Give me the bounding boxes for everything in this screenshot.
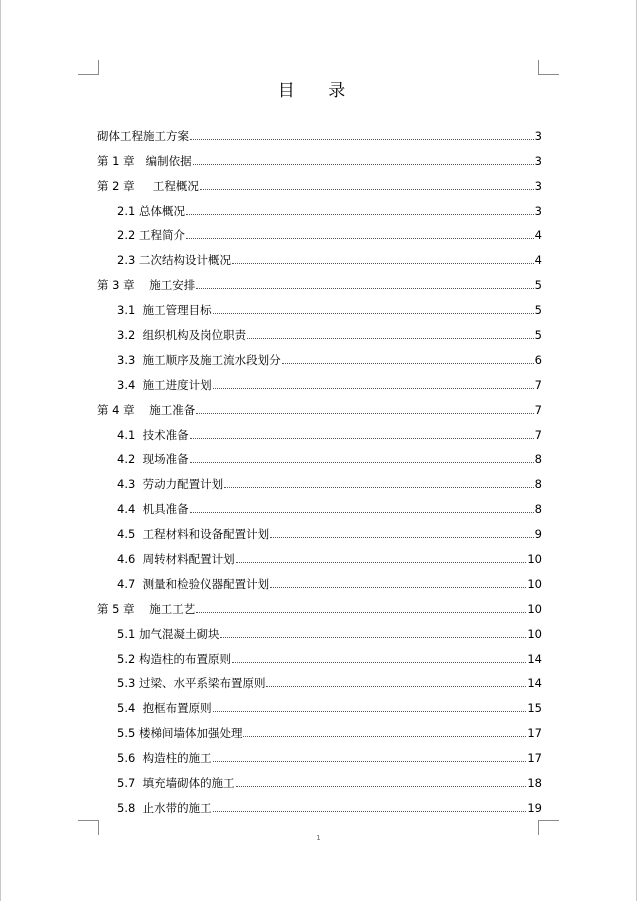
toc-entry[interactable] <box>97 118 542 143</box>
toc-entry[interactable] <box>97 690 542 715</box>
toc-dot-leader <box>266 685 526 687</box>
toc-page-number: 7 <box>534 427 542 442</box>
toc-page-number: 15 <box>527 701 542 716</box>
toc-entry[interactable] <box>97 466 542 491</box>
toc-dot-leader <box>196 287 533 289</box>
toc-entry[interactable] <box>97 765 542 790</box>
corner-mark-top-left <box>78 60 99 75</box>
toc-page-number: 10 <box>527 552 542 567</box>
page-edge-left <box>0 0 1 901</box>
toc-entry-text: 5.4 抱框布置原则 <box>117 701 212 716</box>
toc-dot-leader <box>247 337 534 339</box>
toc-page-number: 18 <box>527 776 542 791</box>
toc-entry[interactable] <box>97 790 542 815</box>
toc-page-number: 5 <box>534 278 542 293</box>
toc-page-number: 7 <box>534 402 542 417</box>
toc-dot-leader <box>186 213 534 215</box>
toc-entry[interactable] <box>97 392 542 417</box>
toc-dot-leader <box>236 785 527 787</box>
toc-entry-text: 5.5 楼梯间墙体加强处理 <box>117 726 243 741</box>
toc-entry-text: 4.2 现场准备 <box>117 452 189 467</box>
toc-entry-text: 第 2 章 工程概况 <box>97 178 199 193</box>
toc-dot-leader <box>213 760 527 762</box>
toc-dot-leader <box>190 437 534 439</box>
toc-entry-text: 2.3 二次结构设计概况 <box>117 253 231 268</box>
toc-entry-text: 3.3 施工顺序及施工流水段划分 <box>117 352 281 367</box>
toc-dot-leader <box>213 312 534 314</box>
toc-entry[interactable] <box>97 218 542 243</box>
toc-entry[interactable] <box>97 715 542 740</box>
toc-dot-leader <box>213 710 527 712</box>
toc-page-number: 8 <box>534 452 542 467</box>
toc-dot-leader <box>224 486 534 488</box>
toc-entry[interactable] <box>97 417 542 442</box>
toc-entry-text: 第 4 章 施工准备 <box>97 402 196 417</box>
corner-mark-top-right <box>538 60 559 75</box>
toc-entry-text: 5.7 填充墙砌体的施工 <box>117 776 235 791</box>
toc-dot-leader <box>232 661 526 663</box>
toc-entry-text: 5.1 加气混凝土砌块 <box>117 626 220 641</box>
toc-page-number: 6 <box>534 352 542 367</box>
footer-page-number: 1 <box>316 834 321 842</box>
toc-entry-text: 2.2 工程简介 <box>117 228 185 243</box>
toc-entry-text: 4.7 测量和检验仪器配置计划 <box>117 576 270 591</box>
toc-dot-leader <box>213 387 534 389</box>
toc-dot-leader <box>243 735 526 737</box>
toc-page-number: 17 <box>527 726 542 741</box>
toc-entry-text: 5.3 过梁、水平系梁布置原则 <box>117 676 266 691</box>
toc-entry-text: 3.1 施工管理目标 <box>117 303 212 318</box>
toc-page-number: 8 <box>534 477 542 492</box>
toc-entry-text: 3.2 组织机构及岗位职责 <box>117 328 247 343</box>
toc-page-number: 7 <box>534 377 542 392</box>
toc-entry-text: 2.1 总体概况 <box>117 203 185 218</box>
toc-dot-leader <box>232 262 534 264</box>
toc-dot-leader <box>200 188 534 190</box>
toc-dot-leader <box>236 561 527 563</box>
toc-entry[interactable] <box>97 666 542 691</box>
toc-dot-leader <box>220 636 526 638</box>
toc-dot-leader <box>270 586 526 588</box>
toc-dot-leader <box>213 810 527 812</box>
toc-page-number: 10 <box>527 626 542 641</box>
toc-title: 目 录 <box>277 81 360 101</box>
toc-entry[interactable] <box>97 641 542 666</box>
toc-entry-text: 4.4 机具准备 <box>117 502 189 517</box>
toc-entry[interactable] <box>97 342 542 367</box>
toc-page-number: 19 <box>527 800 542 815</box>
toc-entry[interactable] <box>97 566 542 591</box>
toc-entry-text: 4.5 工程材料和设备配置计划 <box>117 527 270 542</box>
toc-page-number: 17 <box>527 751 542 766</box>
toc-entry[interactable] <box>97 591 542 616</box>
toc-page-number: 14 <box>527 651 542 666</box>
corner-mark-bottom-right <box>538 820 559 835</box>
toc-entry-text: 5.2 构造柱的布置原则 <box>117 651 231 666</box>
toc-page-number: 9 <box>534 527 542 542</box>
toc-entry-text: 3.4 施工进度计划 <box>117 377 212 392</box>
toc-entry-text: 5.6 构造柱的施工 <box>117 751 212 766</box>
toc-entry[interactable] <box>97 242 542 267</box>
toc-dot-leader <box>190 138 534 140</box>
toc-entry[interactable] <box>97 317 542 342</box>
toc-entry-text: 砌体工程施工方案 <box>97 128 189 143</box>
toc-entry[interactable] <box>97 292 542 317</box>
toc-page-number: 14 <box>527 676 542 691</box>
toc-entry-text: 第 5 章 施工工艺 <box>97 601 196 616</box>
toc-dot-leader <box>193 163 534 165</box>
corner-mark-bottom-left <box>78 820 99 835</box>
toc-dot-leader <box>190 511 534 513</box>
toc-page-number: 5 <box>534 303 542 318</box>
toc-page-number: 4 <box>534 253 542 268</box>
toc-entry[interactable] <box>97 367 542 392</box>
toc-entry-text: 第 3 章 施工安排 <box>97 278 196 293</box>
toc-page-number: 3 <box>534 128 542 143</box>
toc-entry[interactable] <box>97 442 542 467</box>
toc-dot-leader <box>196 412 533 414</box>
table-of-contents <box>97 118 542 815</box>
toc-page-number: 3 <box>534 153 542 168</box>
toc-page-number: 3 <box>534 178 542 193</box>
toc-page-number: 10 <box>527 601 542 616</box>
toc-entry[interactable] <box>97 541 542 566</box>
toc-entry-text: 4.6 周转材料配置计划 <box>117 552 235 567</box>
toc-entry[interactable] <box>97 516 542 541</box>
toc-page-number: 8 <box>534 502 542 517</box>
toc-page-number: 4 <box>534 228 542 243</box>
toc-entry[interactable] <box>97 267 542 292</box>
toc-page-number: 10 <box>527 576 542 591</box>
toc-page-number: 3 <box>534 203 542 218</box>
toc-entry[interactable] <box>97 491 542 516</box>
toc-entry[interactable] <box>97 740 542 765</box>
toc-entry-text: 4.1 技术准备 <box>117 427 189 442</box>
toc-entry-text: 4.3 劳动力配置计划 <box>117 477 224 492</box>
toc-entry-text: 第 1 章 编制依据 <box>97 153 192 168</box>
toc-entry[interactable] <box>97 143 542 168</box>
toc-dot-leader <box>282 362 534 364</box>
toc-dot-leader <box>190 461 534 463</box>
toc-entry[interactable] <box>97 616 542 641</box>
toc-dot-leader <box>196 611 526 613</box>
toc-entry-text: 5.8 止水带的施工 <box>117 800 212 815</box>
toc-dot-leader <box>186 237 534 239</box>
toc-dot-leader <box>270 536 534 538</box>
toc-page-number: 5 <box>534 328 542 343</box>
toc-entry[interactable] <box>97 168 542 193</box>
toc-entry[interactable] <box>97 193 542 218</box>
